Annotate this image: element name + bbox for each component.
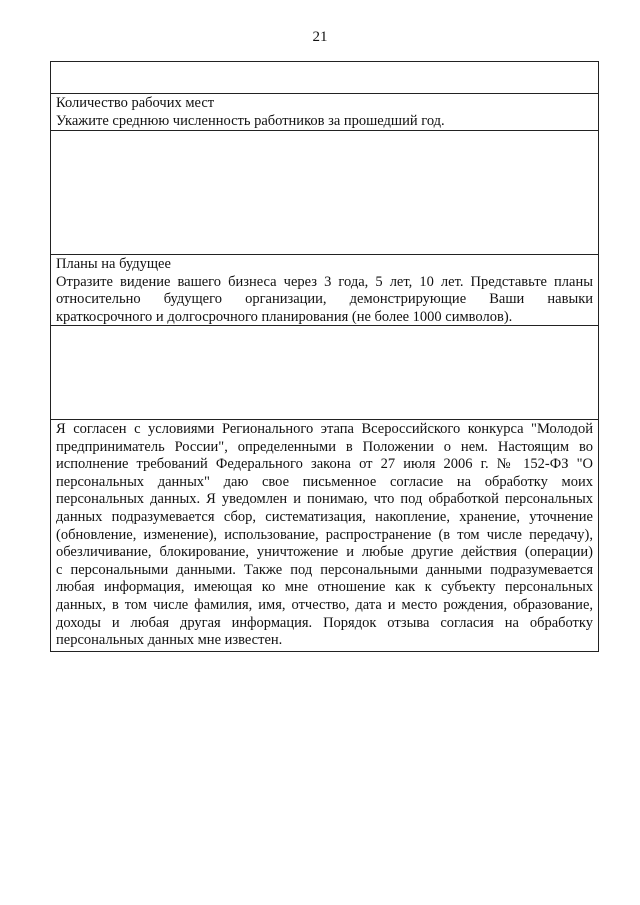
form-table: [50, 61, 599, 652]
consent-text-line: любая информация, имеющая ко мне отношение как к субъекту персональных: [56, 579, 593, 596]
consent-text-line: доходы и любая другая информация. Порядок отзыва согласия на обработку: [56, 614, 593, 631]
consent-section: [51, 420, 598, 651]
future-plans-text-line: Отразите видение вашего бизнеса через 3 года, 5 лет, 10 лет. Представьте планы: [56, 273, 593, 290]
future-plans-title: Планы на будущее: [56, 256, 171, 272]
workplaces-section: [51, 94, 598, 131]
workplaces-title: Количество рабочих мест: [56, 95, 215, 111]
consent-text-line: персональных данных" даю свое письменное согласие на обработку моих: [56, 473, 593, 490]
consent-text-line: с персональными данными. Также под персональными данными подразумевается: [56, 561, 593, 578]
page-number: 21: [312, 29, 328, 45]
future-plans-text-line: относительно будущего организации, демонстрирующие Ваши навыки: [56, 291, 593, 308]
consent-text-line: предприниматель России", определенными в Положении о нем. Настоящим во: [56, 438, 593, 455]
future-plans-input-field[interactable]: [51, 326, 598, 420]
consent-text-line: персональных данных мне известен.: [56, 632, 283, 649]
future-plans-section: [51, 255, 598, 326]
consent-text-line: исполнение требований Федерального закона от 27 июля 2006 г. № 152-ФЗ "О: [56, 456, 593, 473]
workplaces-instruction: Укажите среднюю численность работников за прошедший год.: [56, 112, 445, 129]
future-plans-text-line: краткосрочного и долгосрочного планирования (не более 1000 символов).: [56, 308, 513, 325]
consent-text-line: (обновление, изменение), использование, распространение (в том числе передачу),: [56, 526, 593, 543]
consent-text-line: Я согласен с условиями Регионального этапа Всероссийского конкурса "Молодой: [56, 421, 593, 437]
consent-text-line: обезличивание, блокирование, уничтожение и любые другие действия (операции): [56, 544, 593, 561]
empty-field-top[interactable]: [51, 62, 598, 94]
workplaces-input-field[interactable]: [51, 131, 598, 255]
consent-text-line: персональных данных. Я уведомлен и понимаю, что под обработкой персональных: [56, 491, 593, 508]
consent-text-line: данных, в том числе фамилия, имя, отчество, дата и место рождения, образование,: [56, 596, 593, 613]
consent-text-line: данных подразумевается сбор, систематизация, накопление, хранение, уточнение: [56, 508, 593, 525]
